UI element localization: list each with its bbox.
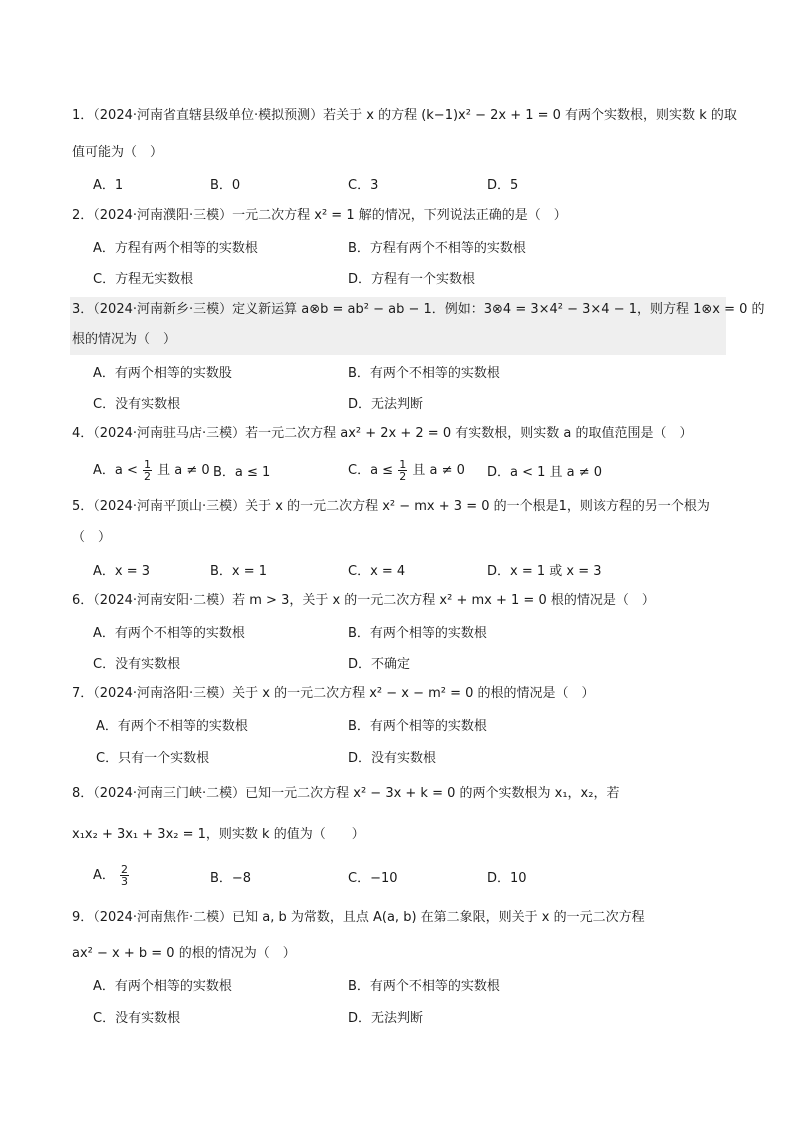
question-1-stem-continued: 值可能为（ ）: [72, 145, 164, 160]
option-c[interactable]: C．没有实数根: [93, 657, 181, 672]
question-9-line-2: [72, 944, 727, 964]
question-6-options-row-1: [93, 622, 713, 642]
question-7-stem: 7．（2024·河南洛阳·三模）关于 x 的一元二次方程 x² − x − m² = 0 的根的情况是（ ）: [72, 686, 595, 701]
option-a-label: A．: [93, 868, 115, 883]
fraction-numerator: 2: [121, 863, 129, 876]
option-b[interactable]: B．有两个不相等的实数根: [348, 979, 500, 994]
question-5-stem: 5．（2024·河南平顶山·三模）关于 x 的一元二次方程 x² − mx + 3 = 0 的一个根是1，则该方程的另一个根为: [72, 499, 710, 514]
fraction-denominator: 3: [121, 875, 129, 888]
question-6-stem: 6．（2024·河南安阳·二模）若 m > 3，关于 x 的一元二次方程 x² + mx + 1 = 0 根的情况是（ ）: [72, 593, 655, 608]
option-b[interactable]: B．有两个不相等的实数根: [348, 366, 500, 381]
option-c[interactable]: C．没有实数根: [93, 1011, 181, 1026]
option-a[interactable]: [93, 459, 210, 482]
option-c[interactable]: C．只有一个实数根: [96, 751, 210, 766]
fraction-numerator: 1: [399, 458, 407, 471]
question-1: [72, 106, 737, 126]
question-8-stem: 8．（2024·河南三门峡·二模）已知一元二次方程 x² − 3x + k = 0 的两个实数根为 x₁，x₂，若: [72, 786, 620, 801]
question-5: [72, 497, 727, 517]
question-2: [72, 206, 727, 226]
question-3-options-row-1: [93, 362, 713, 382]
question-3-stem: 3．（2024·河南新乡·三模）定义新运算 a⊗b = ab² − ab − 1．例如：3⊗4 = 3×4² − 3×4 − 1，则方程 1⊗x = 0 的: [72, 302, 765, 317]
question-3-options-row-2: [93, 393, 713, 413]
option-c[interactable]: C．x = 4: [348, 564, 406, 579]
fraction-denominator: 2: [399, 470, 407, 483]
option-a[interactable]: A．x = 3: [93, 564, 151, 579]
question-4: [72, 424, 727, 444]
option-a-tail: 且 a ≠ 0: [157, 463, 210, 478]
option-c[interactable]: C．方程无实数根: [93, 272, 194, 287]
question-1-line-2: [72, 143, 727, 163]
option-c[interactable]: C．−10: [348, 871, 398, 886]
option-c[interactable]: C．没有实数根: [93, 397, 181, 412]
question-6-options-row-2: [93, 653, 713, 673]
question-8-options: [93, 862, 713, 890]
question-3-stem-continued: 根的情况为（ ）: [72, 332, 177, 347]
question-4-options: [93, 456, 713, 482]
question-1-options: [93, 174, 713, 194]
question-8-stem-continued: x₁x₂ + 3x₁ + 3x₂ = 1，则实数 k 的值为（ ）: [72, 827, 365, 842]
option-d[interactable]: D．不确定: [348, 657, 411, 672]
option-a-label: A．a <: [93, 463, 138, 478]
option-c-tail: 且 a ≠ 0: [412, 463, 465, 478]
option-a-fraction: [120, 864, 129, 887]
question-5-stem-continued: （ ）: [72, 530, 112, 545]
question-9: [72, 908, 727, 928]
question-7-options-row-2: [96, 747, 716, 767]
fraction-denominator: 2: [144, 470, 152, 483]
question-1-stem: 1．（2024·河南省直辖县级单位·模拟预测）若关于 x 的方程 (k−1)x² − 2x + 1 = 0 有两个实数根，则实数 k 的取: [72, 108, 737, 123]
question-9-options-row-1: [93, 975, 713, 995]
option-c-fraction: [398, 459, 407, 482]
option-d[interactable]: D．x = 1 或 x = 3: [487, 564, 602, 579]
option-b[interactable]: B．有两个相等的实数根: [348, 626, 487, 641]
option-b[interactable]: B．a ≤ 1: [213, 465, 271, 480]
question-5-options: [93, 560, 713, 580]
option-c[interactable]: [348, 459, 465, 482]
fraction-numerator: 1: [144, 458, 152, 471]
option-a[interactable]: A．有两个相等的实数股: [93, 366, 232, 381]
option-d[interactable]: D．无法判断: [348, 397, 424, 412]
question-4-stem: 4．（2024·河南驻马店·三模）若一元二次方程 ax² + 2x + 2 = 0 有实数根，则实数 a 的取值范围是（ ）: [72, 426, 693, 441]
question-7-options-row-1: [96, 715, 716, 735]
option-d[interactable]: D．方程有一个实数根: [348, 272, 476, 287]
option-c[interactable]: C．3: [348, 178, 379, 193]
question-9-stem: 9．（2024·河南焦作·二模）已知 a, b 为常数，且点 A(a, b) 在第二象限，则关于 x 的一元二次方程: [72, 910, 645, 925]
option-b[interactable]: B．−8: [210, 871, 252, 886]
question-6: [72, 591, 727, 611]
option-a[interactable]: A．有两个不相等的实数根: [93, 626, 245, 641]
question-7: [72, 684, 727, 704]
option-b[interactable]: B．x = 1: [210, 564, 268, 579]
option-d[interactable]: D．a < 1 且 a ≠ 0: [487, 465, 603, 480]
question-8: [72, 784, 727, 804]
option-c-label: C．a ≤: [348, 463, 394, 478]
option-b[interactable]: B．有两个相等的实数根: [348, 719, 487, 734]
option-a[interactable]: A．1: [93, 178, 124, 193]
option-d[interactable]: D．无法判断: [348, 1011, 424, 1026]
question-2-stem: 2．（2024·河南濮阳·三模）一元二次方程 x² = 1 解的情况，下列说法正确的是（ ）: [72, 208, 567, 223]
option-d[interactable]: D．没有实数根: [348, 751, 437, 766]
option-d[interactable]: D．5: [487, 178, 519, 193]
question-2-options-row-2: [93, 268, 713, 288]
option-a-fraction: [143, 459, 152, 482]
option-b[interactable]: B．0: [210, 178, 241, 193]
question-3: [70, 297, 765, 355]
question-9-options-row-2: [93, 1007, 713, 1027]
option-b[interactable]: B．方程有两个不相等的实数根: [348, 241, 526, 256]
question-9-stem-continued: ax² − x + b = 0 的根的情况为（ ）: [72, 946, 296, 961]
option-d[interactable]: D．10: [487, 871, 527, 886]
question-2-options-row-1: [93, 237, 713, 257]
option-a[interactable]: [93, 864, 130, 887]
question-8-line-2: [72, 825, 727, 845]
question-5-line-2: [72, 528, 727, 548]
option-a[interactable]: A．有两个不相等的实数根: [96, 719, 248, 734]
option-a[interactable]: A．有两个相等的实数根: [93, 979, 232, 994]
option-a[interactable]: A．方程有两个相等的实数根: [93, 241, 258, 256]
